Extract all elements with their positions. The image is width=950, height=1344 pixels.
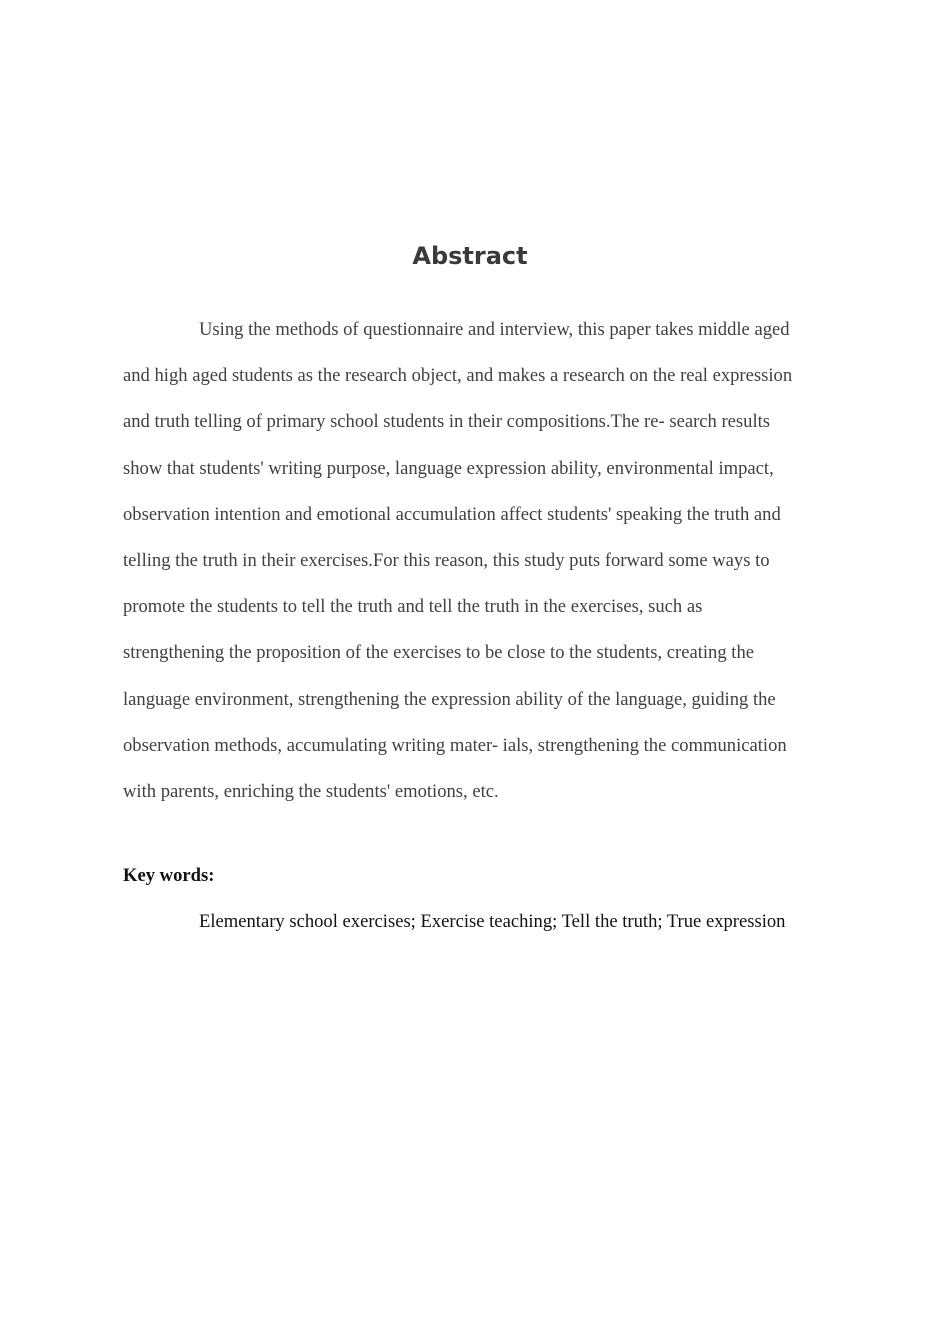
abstract-line-11: with parents, enriching the students' emotions, etc. [123, 781, 499, 803]
abstract-line-3: and truth telling of primary school students in their compositions.The re- search results [123, 411, 771, 433]
abstract-line-9: language environment, strengthening the expression ability of the language, guiding the [123, 688, 776, 710]
abstract-line-7: promote the students to tell the truth and tell the truth in the exercises, such as [123, 596, 703, 618]
keywords-label: Key words: [123, 865, 215, 886]
abstract-line-5: observation intention and emotional accumulation affect students' speaking the truth and [123, 503, 781, 525]
abstract-line-4: show that students' writing purpose, language expression ability, environmental impact, [123, 457, 774, 479]
abstract-paragraph [123, 307, 823, 815]
abstract-line-6: telling the truth in their exercises.For this reason, this study puts forward some ways to [123, 550, 770, 572]
abstract-line-2: and high aged students as the research object, and makes a research on the real expression [123, 365, 793, 387]
keywords-text: Elementary school exercises; Exercise teaching; Tell the truth; True expression [199, 911, 786, 932]
page-title: Abstract [412, 242, 528, 270]
abstract-line-1: Using the methods of questionnaire and interview, this paper takes middle aged [199, 319, 790, 340]
abstract-line-8: strengthening the proposition of the exercises to be close to the students, creating the [123, 642, 754, 664]
abstract-line-10: observation methods, accumulating writing mater- ials, strengthening the communication [123, 734, 787, 756]
